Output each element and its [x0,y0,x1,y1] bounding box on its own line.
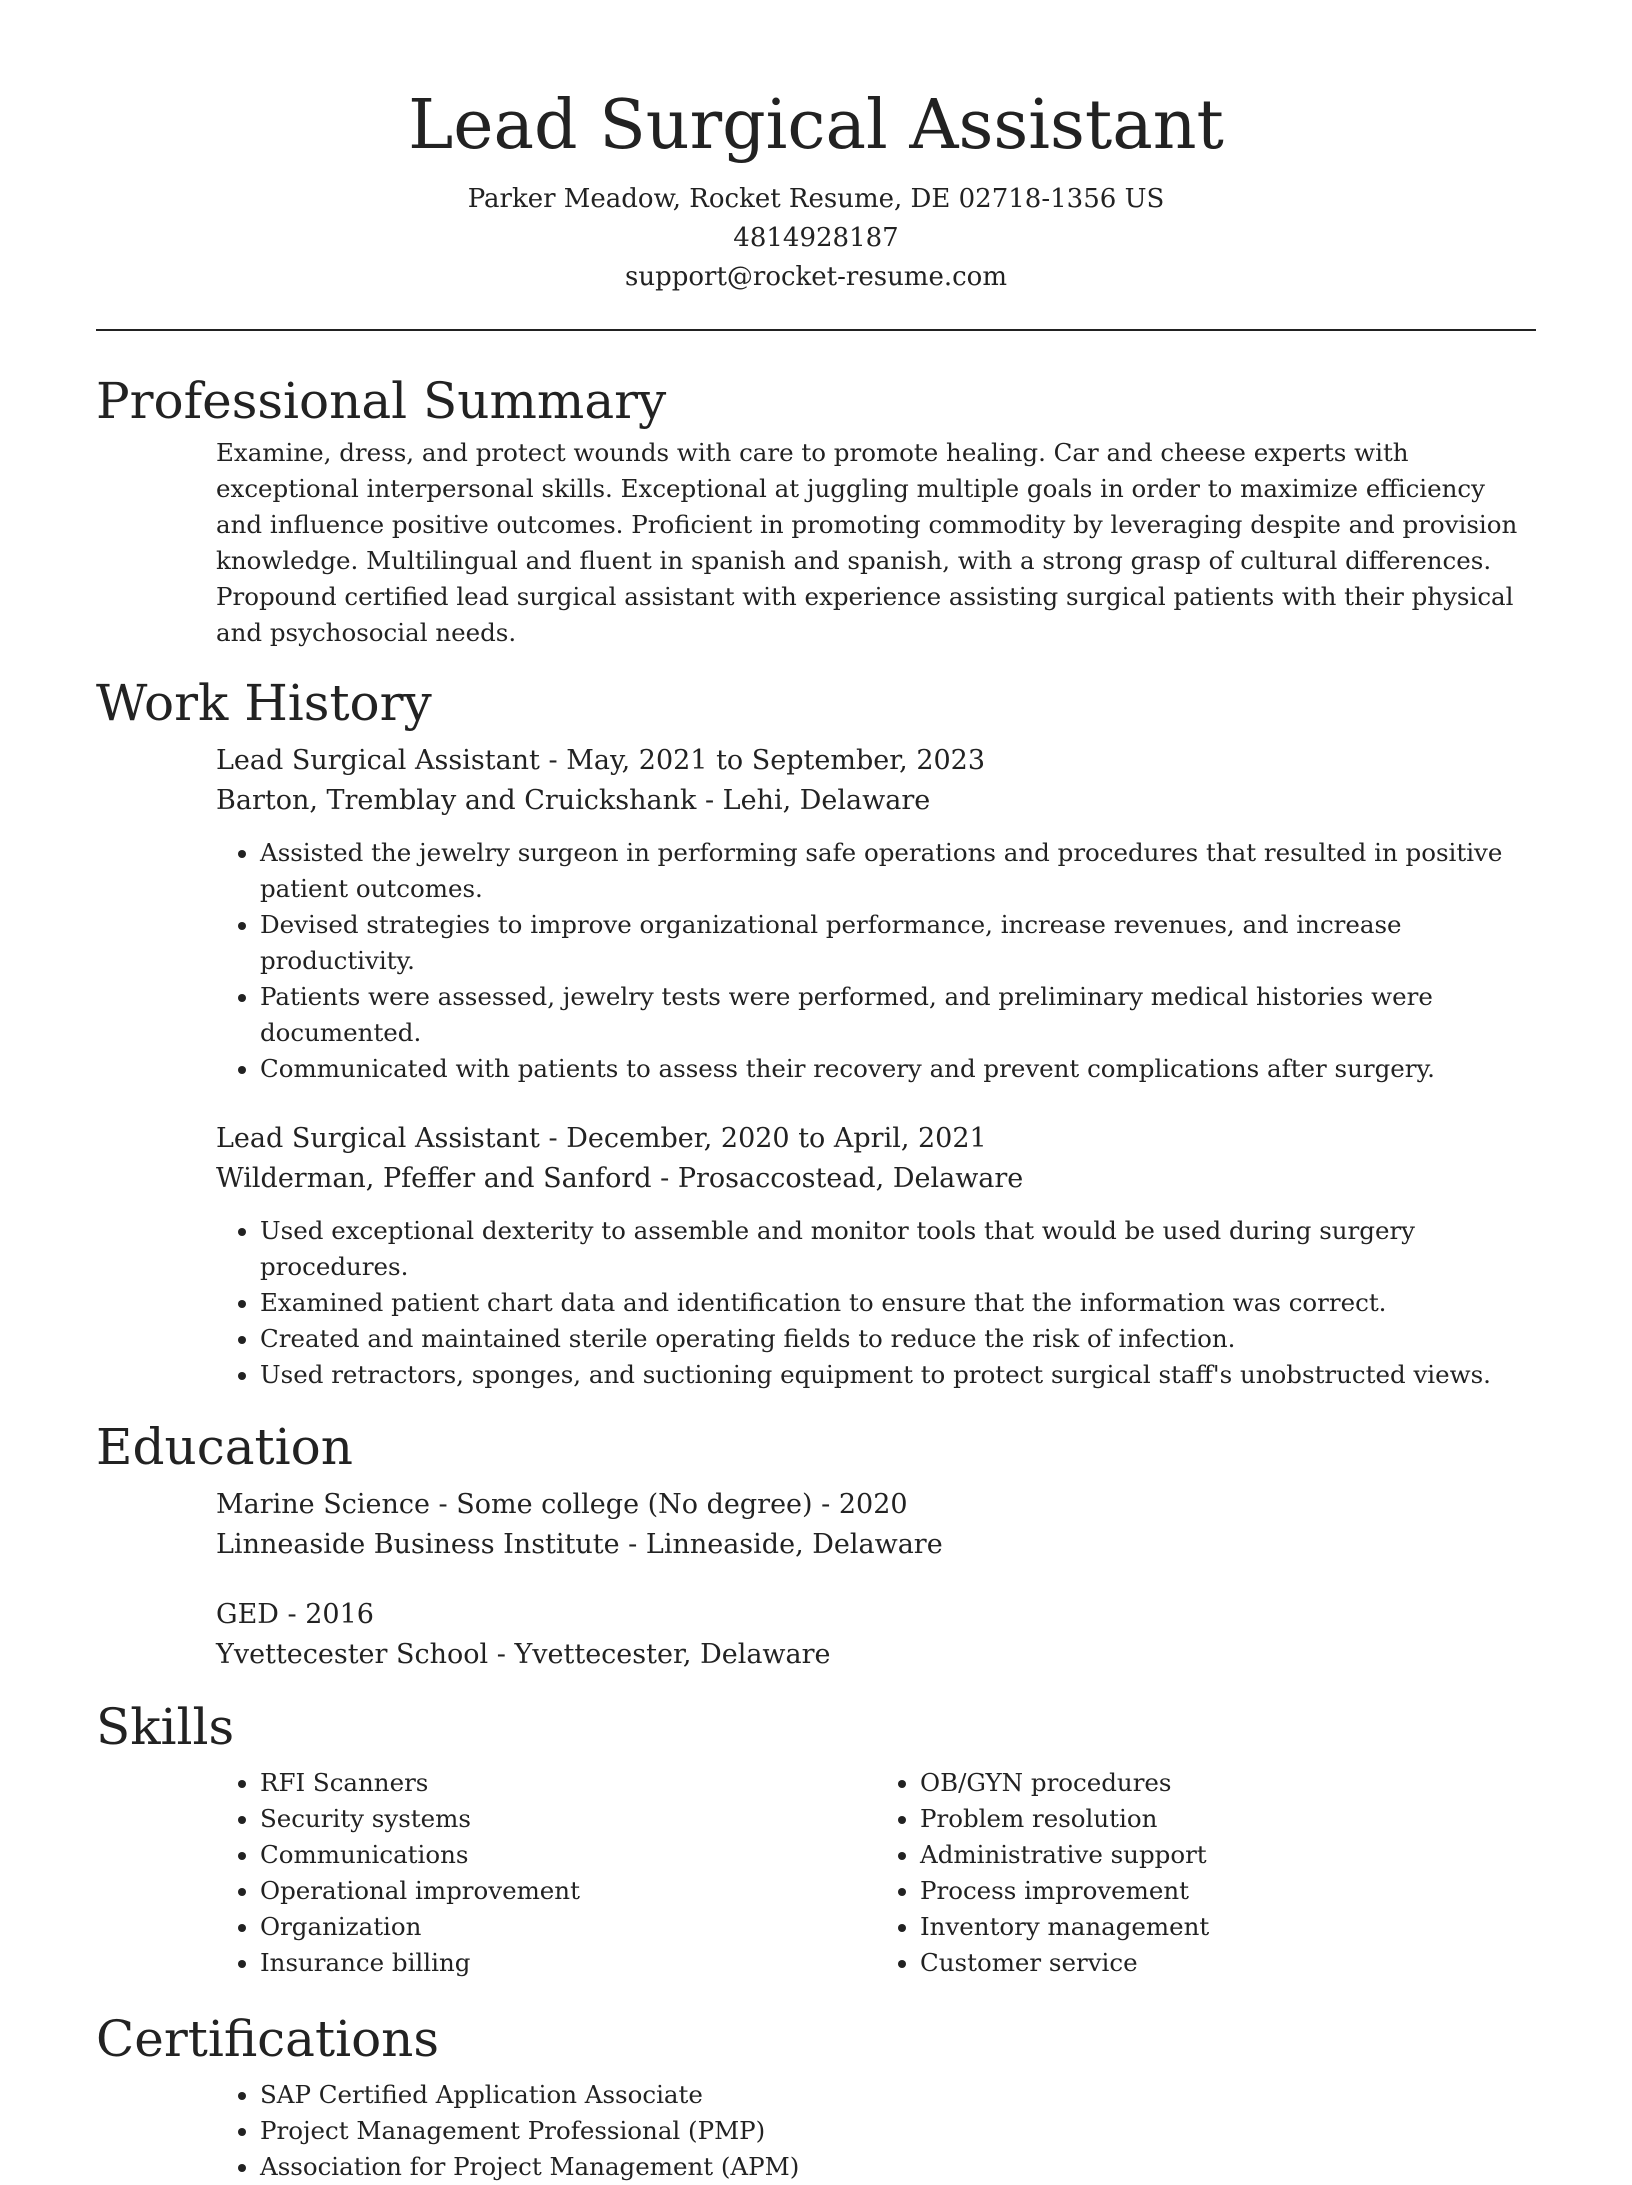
list-item: • Assisted the jewelry surgeon in performing safe operations and procedures that resulted in positive patient outcomes. [260,835,1536,907]
skills-list-left [216,1765,876,1981]
education-title: Education [96,1418,353,1476]
job-entry [216,741,1536,1087]
certifications-section [96,2007,1536,2185]
skills-title: Skills [96,1698,235,1756]
work-body [96,741,1536,1393]
list-item: • RFI Scanners [260,1765,876,1801]
contact-phone: 4814928187 [733,223,899,253]
list-item: • Created and maintained sterile operating fields to reduce the risk of infection. [260,1321,1536,1357]
education-degree: Marine Science - Some college (No degree) - 2020 [216,1489,908,1520]
list-item: • Security systems [260,1801,876,1837]
education-section [96,1415,1536,1675]
list-item: • OB/GYN procedures [920,1765,1536,1801]
summary-body [96,435,1536,651]
list-item: • Examined patient chart data and identification to ensure that the information was correct. [260,1285,1536,1321]
list-item: • Administrative support [920,1837,1536,1873]
education-entry [216,1595,1536,1675]
list-item: • Communicated with patients to assess their recovery and prevent complications after surgery. [260,1051,1536,1087]
work-title: Work History [96,674,432,732]
contact-email: support@rocket-resume.com [624,262,1007,292]
summary-text: Examine, dress, and protect wounds with care to promote healing. Car and cheese experts with exceptional interpersonal skills. Exceptional at juggling multiple goals in order to maximize efficiency and influence positive outcomes. Proficient in promoting commodity by leveraging despite and provision knowledge. Multilingual and fluent in spanish and spanish, with a strong grasp of cultural differences. Propound certified lead surgical assistant with experience assisting surgical patients with their physical and psychosocial needs. [216,438,1518,647]
list-item: • Operational improvement [260,1873,876,1909]
skills-list-right [876,1765,1536,1981]
education-degree: GED - 2016 [216,1599,374,1630]
list-item: • Process improvement [920,1873,1536,1909]
job-title-dates: Lead Surgical Assistant - December, 2020 to April, 2021 [216,1123,987,1154]
list-item: • Communications [260,1837,876,1873]
list-item: • Project Management Professional (PMP) [260,2113,1536,2149]
education-school: Yvettecester School - Yvettecester, Delaware [216,1639,831,1670]
list-item: • Inventory management [920,1909,1536,1945]
work-section [96,671,1536,1393]
certifications-list [216,2077,1536,2185]
job-entry [216,1119,1536,1393]
list-item: • SAP Certified Application Associate [260,2077,1536,2113]
list-item: • Organization [260,1909,876,1945]
resume-name: Lead Surgical Assistant [408,86,1224,165]
header-divider [96,329,1536,331]
list-item: • Customer service [920,1945,1536,1981]
list-item: • Association for Project Management (APM) [260,2149,1536,2185]
job-employer-location: Wilderman, Pfeffer and Sanford - Prosaccostead, Delaware [216,1163,1024,1194]
list-item: • Devised strategies to improve organizational performance, increase revenues, and increase productivity. [260,907,1536,979]
certifications-body [96,2077,1536,2185]
education-school: Linneaside Business Institute - Linneaside, Delaware [216,1529,943,1560]
resume-page [96,0,1536,2185]
summary-section [96,369,1536,651]
skills-grid [216,1759,1536,1981]
skills-body [96,1759,1536,1981]
education-entry [216,1485,1536,1565]
list-item: • Used retractors, sponges, and suctioning equipment to protect surgical staff's unobstructed views. [260,1357,1536,1393]
list-item: • Used exceptional dexterity to assemble and monitor tools that would be used during surgery procedures. [260,1213,1536,1285]
job-title-dates: Lead Surgical Assistant - May, 2021 to September, 2023 [216,745,986,776]
contact-block [96,180,1536,297]
certifications-title: Certifications [96,2010,440,2068]
job-employer-location: Barton, Tremblay and Cruickshank - Lehi, Delaware [216,785,931,816]
list-item: • Patients were assessed, jewelry tests were performed, and preliminary medical histories were documented. [260,979,1536,1051]
job-bullets [216,835,1536,1087]
list-item: • Insurance billing [260,1945,876,1981]
summary-title: Professional Summary [96,372,667,430]
education-body [96,1485,1536,1675]
skills-section [96,1695,1536,1981]
job-bullets [216,1213,1536,1393]
list-item: • Problem resolution [920,1801,1536,1837]
contact-address: Parker Meadow, Rocket Resume, DE 02718-1356 US [467,184,1165,214]
